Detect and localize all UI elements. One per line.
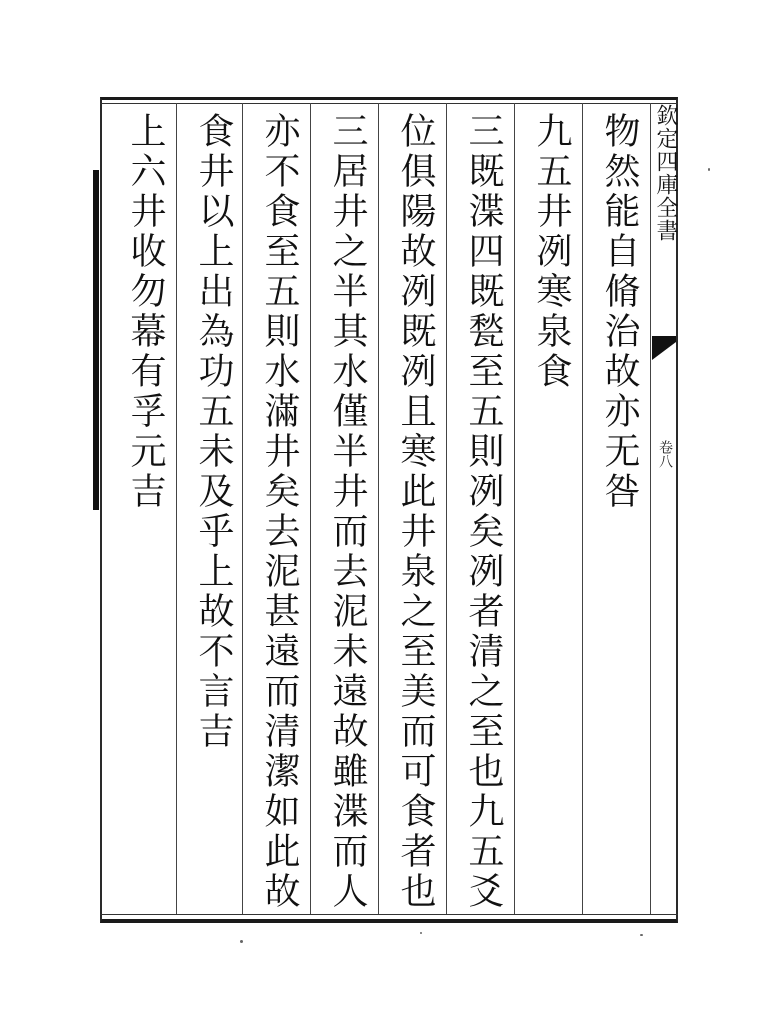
text-column-8: 上六井收勿幕有孚元吉 xyxy=(125,112,166,512)
scan-speck xyxy=(708,168,710,171)
fish-tail-mark-icon xyxy=(652,336,676,360)
text-column-6: 亦不食至五則水滿井矣去泥甚遠而清潔如此故 xyxy=(259,112,300,912)
margin-book-title: 欽定四庫全書 xyxy=(653,104,678,242)
scan-speck xyxy=(640,934,643,936)
binding-mark xyxy=(93,170,99,510)
text-column-1: 物然能自脩治故亦无咎 xyxy=(599,112,640,512)
bottom-rule xyxy=(100,914,678,915)
text-column-2: 九五井冽寒泉食 xyxy=(531,112,572,392)
text-column-5: 三居井之半其水僅半井而去泥未遠故雖渫而人 xyxy=(327,112,368,912)
text-column-7: 食井以上出為功五未及乎上故不言吉 xyxy=(193,112,234,752)
scan-speck xyxy=(240,940,243,943)
scan-speck xyxy=(420,932,422,934)
text-column-4: 位俱陽故冽既冽且寒此井泉之至美而可食者也 xyxy=(395,112,436,912)
margin-volume-label: 卷八 xyxy=(657,440,673,468)
top-rule xyxy=(100,103,678,104)
text-column-3: 三既渫四既甃至五則冽矣冽者清之至也九五爻 xyxy=(463,112,504,912)
